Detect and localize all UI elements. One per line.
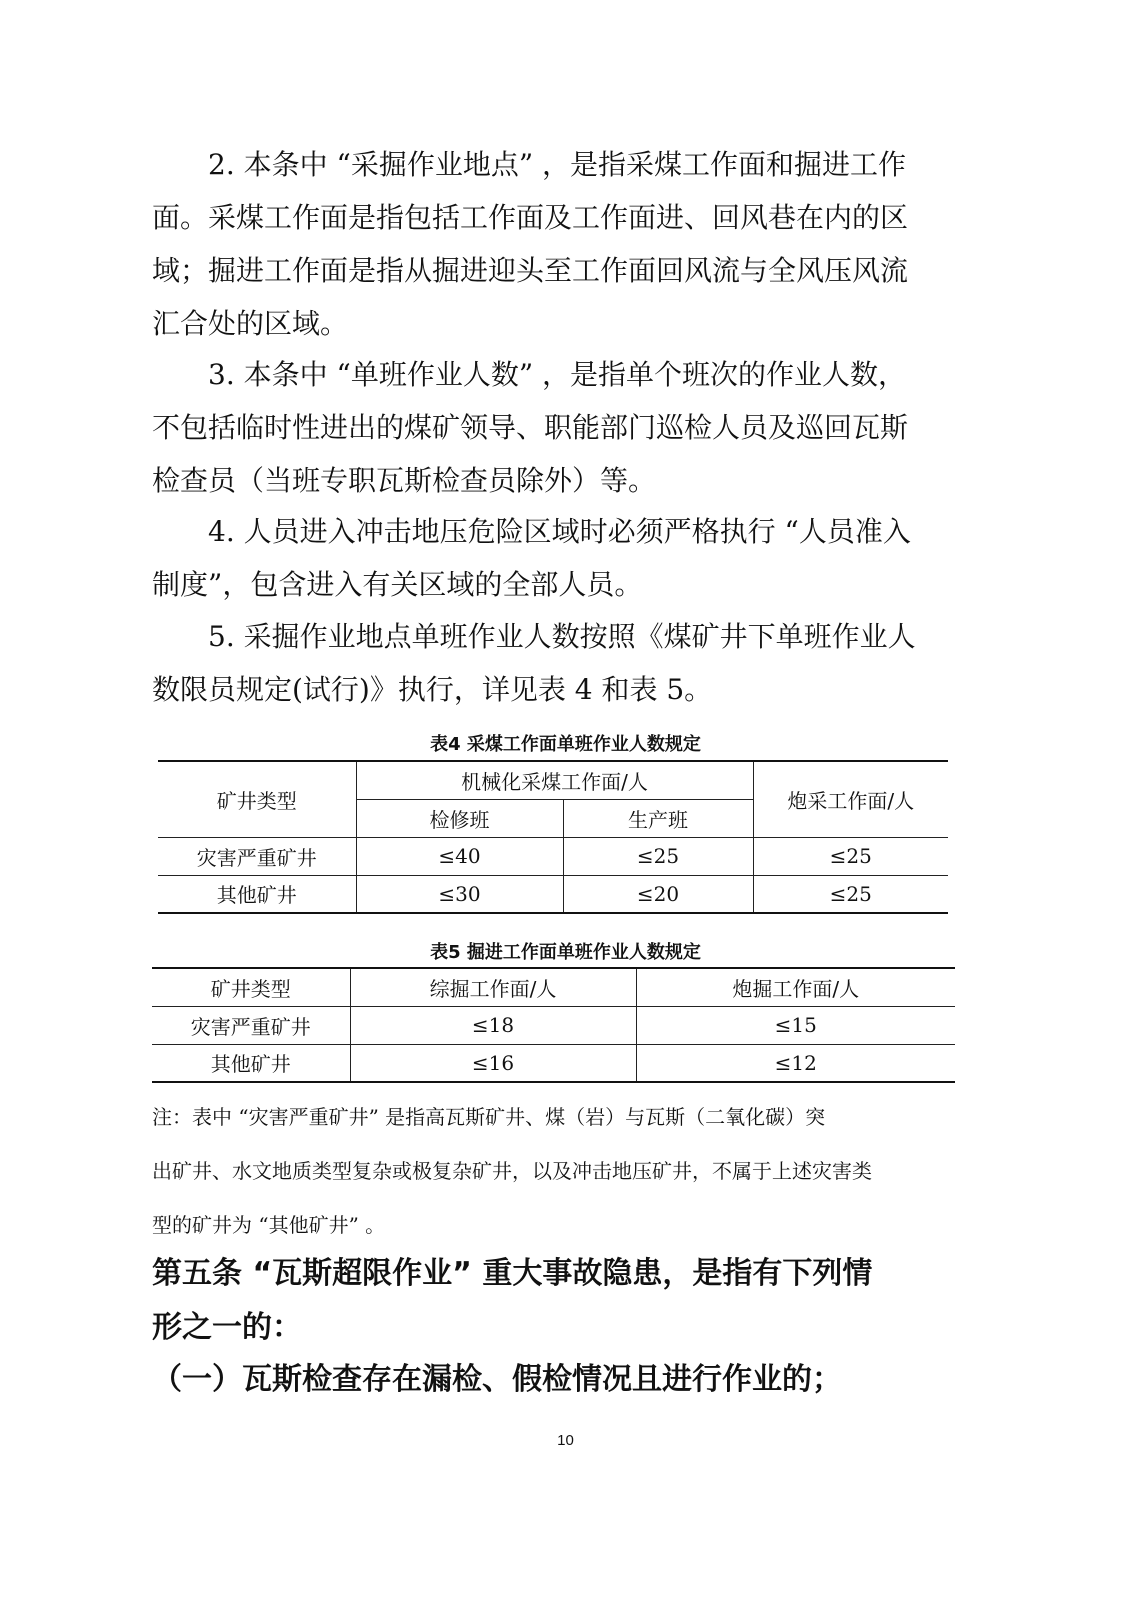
paragraph-line: 2. 本条中 “采掘作业地点” ，是指采煤工作面和掘进工作 — [208, 148, 907, 181]
table-cell: ≤30 — [356, 875, 563, 913]
table-cell: ≤18 — [350, 1006, 636, 1044]
table-cell: 灾害严重矿井 — [158, 837, 356, 875]
table4-header-mine-type: 矿井类型 — [158, 761, 356, 837]
page-number: 10 — [557, 1432, 574, 1449]
table4-header-mechanized: 机械化采煤工作面/人 — [356, 761, 753, 799]
paragraph-3 — [152, 348, 982, 507]
table5 — [152, 967, 955, 1083]
table5-header-blasting: 炮掘工作面/人 — [636, 968, 955, 1006]
table-cell: 灾害严重矿井 — [152, 1006, 350, 1044]
table-cell: ≤20 — [563, 875, 753, 913]
paragraph-4 — [152, 505, 982, 611]
table5-caption: 表5 掘进工作面单班作业人数规定 — [430, 942, 701, 963]
item-line: （一）瓦斯检查存在漏检、假检情况且进行作业的； — [152, 1362, 842, 1397]
table-row — [152, 1006, 955, 1044]
paragraph-line: 制度”，包含进入有关区域的全部人员。 — [152, 568, 643, 601]
table-row — [158, 837, 948, 875]
paragraph-5 — [152, 610, 982, 716]
table4-header-blasting: 炮采工作面/人 — [753, 761, 948, 837]
table-cell: ≤25 — [563, 837, 753, 875]
article-line: 形之一的： — [152, 1310, 302, 1345]
note-line: 型的矿井为 “其他矿井” 。 — [152, 1213, 386, 1237]
article-item-1 — [152, 1353, 982, 1407]
table-cell: ≤40 — [356, 837, 563, 875]
paragraph-line: 数限员规定(试行)》执行，详见表 4 和表 5。 — [152, 673, 713, 706]
table-cell: ≤15 — [636, 1006, 955, 1044]
note-line: 出矿井、水文地质类型复杂或极复杂矿井，以及冲击地压矿井，不属于上述灾害类 — [152, 1159, 872, 1183]
table-cell: ≤25 — [753, 875, 948, 913]
paragraph-line: 汇合处的区域。 — [152, 307, 349, 340]
table5-header-comprehensive: 综掘工作面/人 — [350, 968, 636, 1006]
table4-header-production: 生产班 — [563, 799, 753, 837]
paragraph-2 — [152, 138, 982, 350]
paragraph-line: 5. 采掘作业地点单班作业人数按照《煤矿井下单班作业人 — [208, 620, 916, 653]
article-line: 第五条 “瓦斯超限作业” 重大事故隐患，是指有下列情 — [152, 1256, 873, 1291]
table-row — [158, 875, 948, 913]
paragraph-line: 3. 本条中 “单班作业人数” ，是指单个班次的作业人数， — [208, 358, 907, 391]
table4-header-maintenance: 检修班 — [356, 799, 563, 837]
paragraph-line: 域；掘进工作面是指从掘进迎头至工作面回风流与全风压风流 — [152, 254, 909, 287]
table-cell: 其他矿井 — [158, 875, 356, 913]
paragraph-line: 不包括临时性进出的煤矿领导、职能部门巡检人员及巡回瓦斯 — [152, 411, 909, 444]
paragraph-line: 面。采煤工作面是指包括工作面及工作面进、回风巷在内的区 — [152, 201, 909, 234]
table-cell: ≤12 — [636, 1044, 955, 1082]
table-note — [152, 1090, 982, 1252]
note-line: 注：表中 “灾害严重矿井” 是指高瓦斯矿井、煤（岩）与瓦斯（二氧化碳）突 — [152, 1105, 826, 1129]
article-heading — [152, 1247, 982, 1355]
table-cell: ≤25 — [753, 837, 948, 875]
table5-header-mine-type: 矿井类型 — [152, 968, 350, 1006]
table4-caption: 表4 采煤工作面单班作业人数规定 — [430, 734, 701, 755]
paragraph-line: 4. 人员进入冲击地压危险区域时必须严格执行 “人员准入 — [208, 515, 911, 548]
paragraph-line: 检查员（当班专职瓦斯检查员除外）等。 — [152, 464, 657, 497]
table4 — [158, 760, 948, 914]
table-row — [152, 1044, 955, 1082]
table-cell: ≤16 — [350, 1044, 636, 1082]
table-cell: 其他矿井 — [152, 1044, 350, 1082]
